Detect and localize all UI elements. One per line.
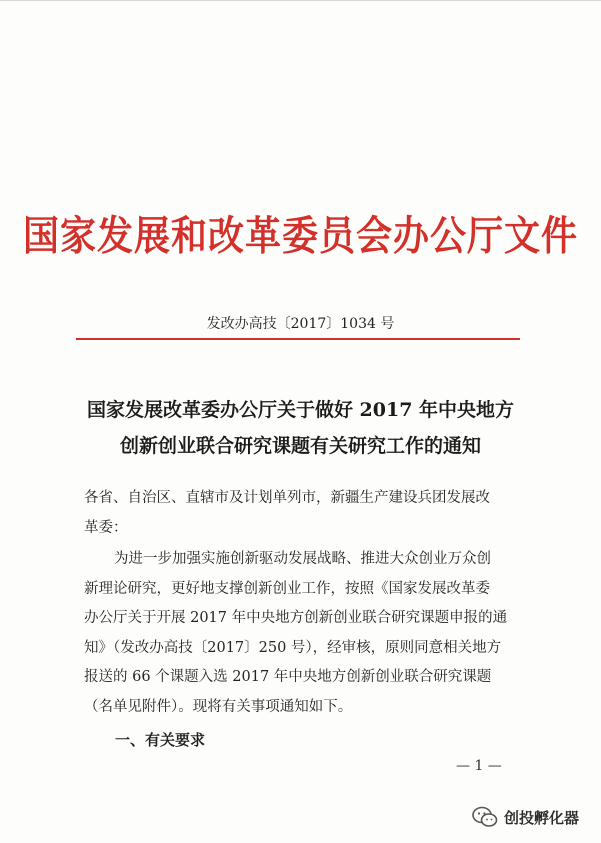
- notice-title-line: 国家发展改革委办公厅关于做好 2017 年中央地方: [86, 399, 515, 421]
- page-number: — 1 —: [456, 758, 502, 774]
- paragraph-line: 为进一步加强实施创新驱动发展战略、推进大众创业万众创: [114, 551, 491, 567]
- salutation: [84, 484, 524, 543]
- salutation-line: 各省、自治区、直辖市及计划单列市，新疆生产建设兵团发展改: [84, 490, 490, 506]
- watermark: [472, 803, 579, 831]
- paragraph-line: 办公厅关于开展 2017 年中央地方创新创业联合研究课题申报的通: [84, 610, 508, 626]
- paragraph-line: 报送的 66 个课题入选 2017 年中央地方创新创业联合研究课题: [84, 669, 492, 685]
- notice-title-line: 创新创业联合研究课题有关研究工作的通知: [119, 435, 481, 457]
- document-header-title: 国家发展和改革委员会办公厅文件: [22, 212, 578, 260]
- salutation-line: 革委：: [84, 519, 128, 536]
- document-number: 发改办高技〔2017〕1034 号: [206, 316, 395, 332]
- paragraph-line: 新理论研究，更好地支撑创新创业工作，按照《国家发展改革委: [84, 580, 490, 597]
- body-paragraph: [84, 545, 524, 722]
- wechat-icon: [472, 806, 498, 828]
- watermark-text: 创投孵化器: [504, 808, 580, 827]
- paragraph-line: （名单见附件）。现将有关事项通知如下。: [84, 698, 353, 715]
- paragraph-line: 知》（发改办高技〔2017〕250 号），经审核，原则同意相关地方: [84, 639, 502, 656]
- notice-title: [60, 392, 541, 464]
- header-red-rule: [76, 338, 520, 340]
- section-heading: 一、有关要求: [115, 731, 206, 749]
